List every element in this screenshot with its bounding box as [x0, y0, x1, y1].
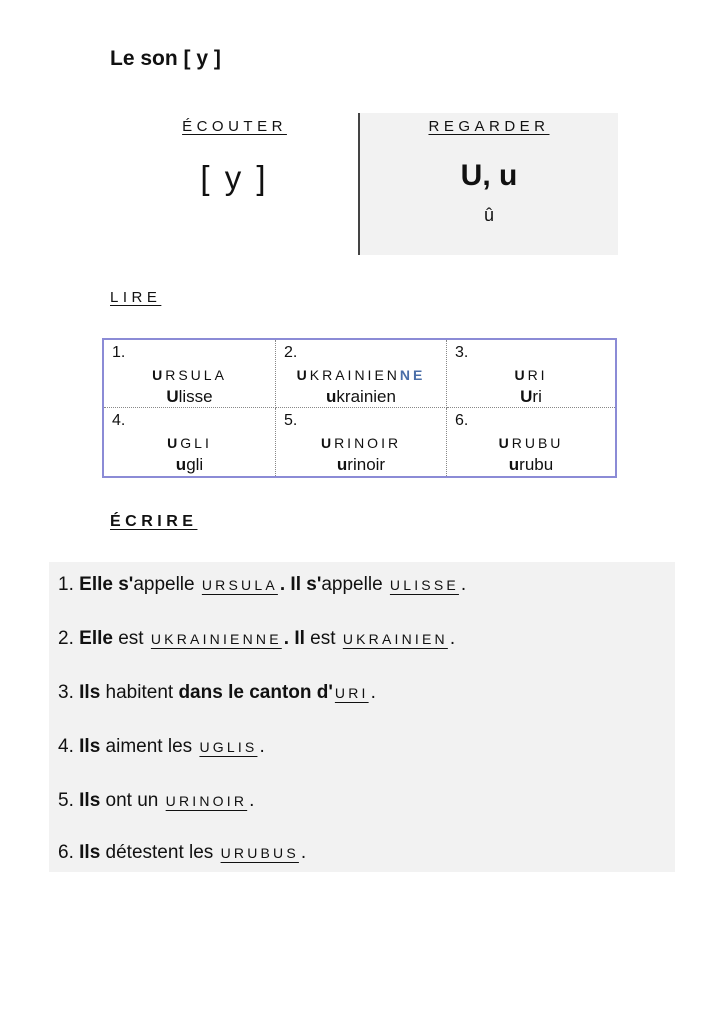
answer-blank: URINOIR: [165, 793, 248, 809]
reading-cell: [276, 340, 447, 408]
exercise-sentence: 3. Ils habitent dans le canton d' URI .: [58, 682, 376, 703]
reading-cell: [276, 408, 447, 476]
cell-number: 2.: [284, 344, 298, 361]
lowercase-word: urubu: [508, 455, 554, 474]
letter-forms: U, u: [460, 159, 518, 192]
page-title: Le son [ y ]: [110, 47, 221, 70]
write-heading: ÉCRIRE: [110, 513, 198, 530]
answer-blank: URSULA: [201, 577, 278, 593]
lowercase-word: urinoir: [336, 455, 386, 474]
reading-cell: [447, 408, 615, 476]
answer-blank: URI: [334, 685, 369, 701]
exercise-sentence: 4. Ils aiment les UGLIS .: [58, 736, 265, 757]
caps-word: URINOIR: [320, 435, 402, 451]
cell-number: 3.: [455, 344, 469, 361]
reading-cell: [447, 340, 615, 408]
cell-number: 5.: [284, 412, 298, 429]
caps-word: UKRAINIENNE: [296, 367, 426, 383]
answer-blank: ULISSE: [389, 577, 459, 593]
listen-section: [110, 113, 359, 255]
read-heading: LIRE: [110, 289, 162, 306]
exercise-sentence: 1. Elle s'appelle URSULA . Il s'appelle ULISSE .: [58, 574, 467, 595]
answer-blank: URUBUS: [220, 845, 299, 861]
caps-word: URSULA: [152, 367, 227, 383]
cell-number: 1.: [112, 344, 126, 361]
exercise-sentence: 5. Ils ont un URINOIR .: [58, 790, 255, 811]
writing-exercise: [49, 562, 675, 872]
circumflex-letter: û: [483, 205, 494, 225]
sound-panel: [110, 113, 618, 255]
lowercase-word: ukrainien: [326, 387, 396, 406]
reading-cell: [104, 340, 276, 408]
answer-blank: UGLIS: [199, 739, 258, 755]
exercise-sentence: 6. Ils détestent les URUBUS .: [58, 842, 307, 863]
lowercase-word: ugli: [175, 455, 204, 474]
answer-blank: UKRAINIENNE: [150, 631, 282, 647]
cell-number: 4.: [112, 412, 126, 429]
answer-blank: UKRAINIEN: [342, 631, 448, 647]
caps-word: URUBU: [498, 435, 564, 451]
lowercase-word: Uri: [520, 387, 542, 406]
caps-word: UGLI: [167, 435, 212, 451]
exercise-sentence: 2. Elle est UKRAINIENNE . Il est UKRAINIEN .: [58, 628, 456, 649]
reading-grid: [102, 338, 617, 478]
phoneme-symbol: [ y ]: [200, 159, 269, 196]
look-section: [360, 113, 618, 255]
cell-number: 6.: [455, 412, 469, 429]
reading-cell: [104, 408, 276, 476]
listen-heading: ÉCOUTER: [182, 118, 287, 135]
look-heading: REGARDER: [428, 118, 550, 135]
caps-word: URI: [514, 367, 548, 383]
lowercase-word: Ulisse: [166, 387, 213, 406]
